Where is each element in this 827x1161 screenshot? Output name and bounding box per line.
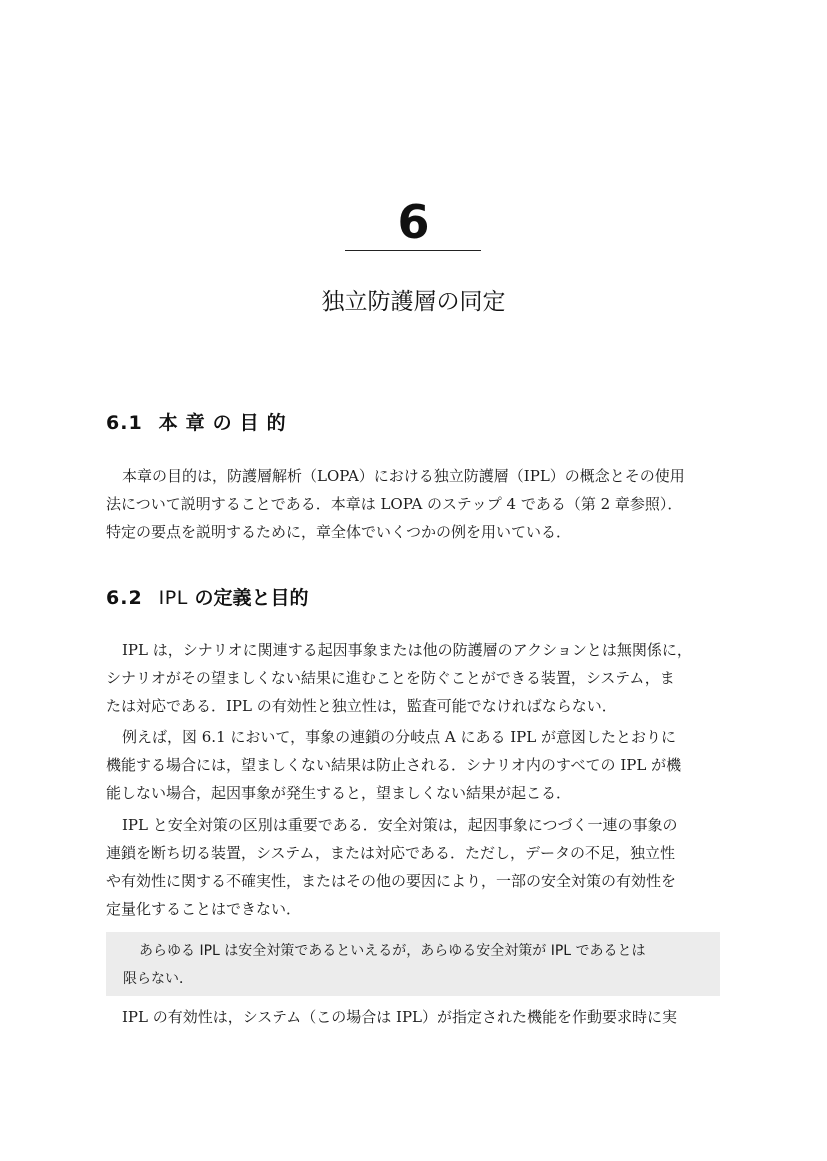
chapter-title: 独立防護層の同定: [321, 289, 506, 315]
paragraph-definition: [106, 636, 720, 720]
section-title: 本章の目的: [158, 412, 294, 434]
paragraph-line: たは対応である．IPL の有効性と独立性は，監査可能でなければならない．: [106, 697, 617, 715]
callout-line: 限らない．: [123, 971, 193, 987]
paragraph-line: 連鎖を断ち切る装置，システム，または対応である．ただし，データの不足，独立性: [106, 844, 675, 862]
paragraph-line: IPL は，シナリオに関連する起因事象または他の防護層のアクションとは無関係に，: [122, 641, 692, 659]
paragraph-effectiveness: [106, 1003, 720, 1031]
chapter-rule: [345, 250, 481, 251]
callout-line: あらゆる IPL は安全対策であるといえるが，あらゆる安全対策が IPL であるとは: [139, 943, 646, 959]
section-title-ipl: IPL: [158, 587, 188, 609]
paragraph-line: 能しない場合，起因事象が発生すると，望ましくない結果が起こる．: [106, 784, 572, 802]
callout-box: [106, 932, 720, 996]
section-heading-6-2: [106, 585, 308, 611]
chapter-number: 6: [397, 195, 430, 249]
paragraph-line: IPL の有効性は，システム（この場合は IPL）が指定された機能を作動要求時に実: [122, 1008, 677, 1026]
paragraph-line: シナリオがその望ましくない結果に進むことを防ぐことができる装置，システム，ま: [106, 669, 675, 687]
paragraph-line: 本章の目的は，防護層解析（LOPA）における独立防護層（IPL）の概念とその使用: [122, 467, 685, 485]
paragraph-example: [106, 723, 720, 807]
paragraph-line: 例えば，図 6.1 において，事象の連鎖の分岐点 A にある IPL が意図したとおりに: [122, 728, 676, 746]
paragraph-line: 法について説明することである．本章は LOPA のステップ 4 である（第 2 章参照）．: [106, 495, 683, 513]
callout-text: [123, 937, 713, 993]
section-number: 6.2: [106, 587, 143, 609]
section-title: の定義と目的: [194, 587, 309, 609]
paragraph-line: 定量化することはできない．: [106, 900, 302, 918]
paragraph-line: 特定の要点を説明するために，章全体でいくつかの例を用いている．: [106, 523, 572, 541]
section-number: 6.1: [106, 412, 143, 434]
paragraph-line: 機能する場合には，望ましくない結果は防止される．シナリオ内のすべての IPL が機: [106, 756, 682, 774]
section-heading-6-1: [106, 410, 294, 436]
paragraph-purpose: [106, 462, 720, 546]
paragraph-distinction: [106, 811, 720, 923]
paragraph-line: や有効性に関する不確実性，またはその他の要因により，一部の安全対策の有効性を: [106, 872, 677, 890]
paragraph-line: IPL と安全対策の区別は重要である．安全対策は，起因事象につづく一連の事象の: [122, 816, 678, 834]
